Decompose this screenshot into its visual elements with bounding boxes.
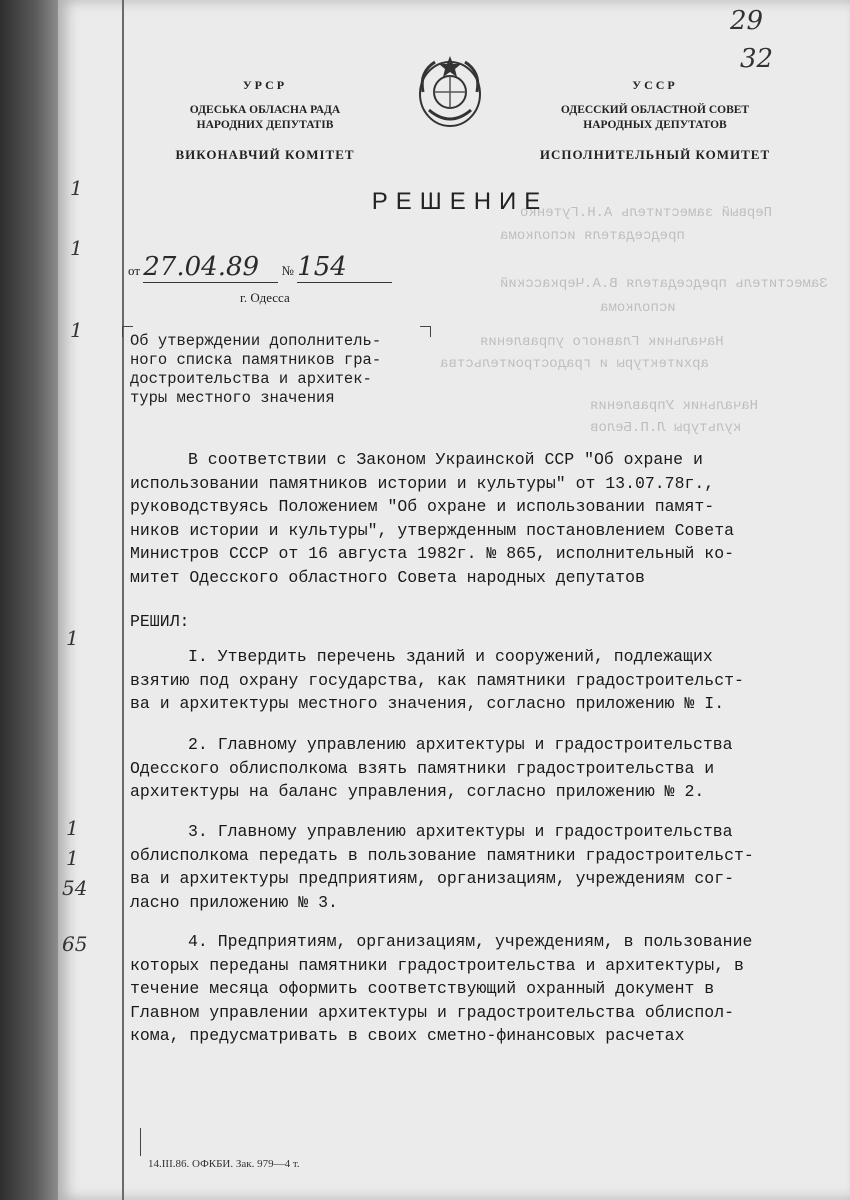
state-emblem-icon bbox=[415, 52, 485, 130]
binding-edge bbox=[0, 0, 64, 1200]
decision-number: 154 bbox=[297, 252, 392, 283]
text-line: I. Утвердить перечень зданий и сооружений, подлежащих bbox=[188, 647, 713, 666]
header-ukrainian bbox=[160, 78, 370, 163]
council-name bbox=[160, 103, 370, 133]
text-line: ва и архитектуры предприятиям, организациям, учреждениям сог- bbox=[130, 869, 734, 888]
print-footer: 14.III.86. ОФКБИ. Зак. 979—4 т. bbox=[148, 1158, 300, 1170]
text-line: 4. Предприятиям, организациям, учреждениям, в пользование bbox=[188, 932, 753, 951]
bleed-text: Начальник Управления bbox=[590, 398, 759, 414]
bleed-text: Первый заместитель А.Н.Гутенко bbox=[520, 205, 773, 221]
page-number-bottom: 32 bbox=[740, 44, 774, 74]
text-line: использовании памятников истории и культуры" от 13.07.78г., bbox=[130, 473, 715, 493]
date-line bbox=[128, 252, 392, 283]
subject-line: достроительства и архитек- bbox=[130, 370, 372, 388]
text-line: взятию под охрану государства, как памятники градостроительст- bbox=[130, 670, 744, 690]
council-line: НАРОДНИХ ДЕПУТАТІВ bbox=[196, 119, 334, 131]
city: г. Одесса bbox=[240, 290, 290, 305]
text-line: течение месяца оформить соответствующий охранный документ в bbox=[130, 979, 715, 998]
margin-mark: 1 bbox=[66, 816, 79, 840]
margin-mark: 54 bbox=[62, 876, 88, 900]
margin-mark: 1 bbox=[70, 176, 83, 200]
text-line: Одесского облисполкома взять памятники градостроительства и bbox=[130, 758, 715, 778]
text-line: Главном управлении архитектуры и градостроительства облиспол- bbox=[130, 1002, 734, 1022]
bleed-text: Заместитель председателя В.А.Черкасский bbox=[500, 276, 828, 292]
margin-mark: 1 bbox=[66, 626, 79, 650]
committee-name: ИСПОЛНИТЕЛЬНЫЙ КОМИТЕТ bbox=[539, 147, 771, 162]
margin-mark: 1 bbox=[70, 236, 83, 260]
margin-mark: 65 bbox=[62, 932, 88, 956]
subject-line: Об утверждении дополнитель- bbox=[130, 332, 382, 350]
text-line: руководствуясь Положением "Об охране и использовании памят- bbox=[130, 497, 715, 516]
decision-item-4 bbox=[130, 930, 810, 1048]
text-line: архитектуры на баланс управления, согласно приложению № 2. bbox=[130, 782, 705, 801]
text-line: ласно приложению № 3. bbox=[130, 892, 338, 912]
text-line: Министров СССР от 16 августа 1982г. № 865, исполнительный ко- bbox=[130, 544, 734, 563]
council-name bbox=[530, 103, 780, 133]
decision-item-3 bbox=[130, 820, 810, 914]
council-line: НАРОДНЫХ ДЕПУТАТОВ bbox=[583, 119, 727, 131]
header-russian bbox=[530, 78, 780, 163]
text-line: которых переданы памятники градостроительства и архитектуры, в bbox=[130, 955, 744, 975]
margin-mark: 1 bbox=[70, 318, 83, 342]
document-title: РЕШЕНИЕ bbox=[371, 188, 549, 215]
country-name: УССР bbox=[632, 78, 678, 92]
bleed-text: архитектуры и градостроительства bbox=[440, 356, 709, 372]
council-line: ОДЕССКИЙ ОБЛАСТНОЙ СОВЕТ bbox=[560, 104, 750, 116]
text-line: 2. Главному управлению архитектуры и градостроительства bbox=[188, 735, 733, 754]
text-line: ников истории и культуры", утвержденным постановлением Совета bbox=[130, 520, 734, 540]
margin-mark: 1 bbox=[66, 846, 79, 870]
page-number-top: 29 bbox=[730, 6, 764, 36]
decision-item-1 bbox=[130, 645, 810, 716]
bleed-text: Начальник Главного управления bbox=[480, 334, 724, 350]
preamble bbox=[130, 448, 810, 589]
text-line: В соответствии с Законом Украинской ССР "Об охране и bbox=[188, 450, 703, 469]
number-label: № bbox=[281, 263, 294, 278]
decision-subject bbox=[130, 332, 430, 408]
subject-line: туры местного значения bbox=[130, 389, 335, 407]
margin-rule bbox=[122, 0, 124, 1200]
committee-name: ВИКОНАВЧИЙ КОМІТЕТ bbox=[175, 147, 355, 162]
council-line: ОДЕСЬКА ОБЛАСНА РАДА bbox=[189, 104, 341, 116]
bleed-text: культуры Л.П.Белов bbox=[590, 420, 742, 436]
date-prefix: от bbox=[128, 263, 141, 278]
decision-item-2 bbox=[130, 733, 810, 804]
country-name: УРСР bbox=[242, 78, 288, 92]
text-line: ва и архитектуры местного значения, согласно приложению № I. bbox=[130, 694, 725, 713]
decision-date: 27.04.89 bbox=[143, 252, 278, 283]
subject-line: ного списка памятников гра- bbox=[130, 351, 382, 369]
decided-label: РЕШИЛ: bbox=[130, 612, 190, 631]
bleed-text: исполкома bbox=[600, 300, 676, 316]
bleed-text: председателя исполкома bbox=[500, 228, 685, 244]
text-line: митет Одесского областного Совета народных депутатов bbox=[130, 567, 645, 587]
text-line: 3. Главному управлению архитектуры и градостроительства bbox=[188, 822, 733, 841]
footer-rule bbox=[140, 1128, 149, 1156]
text-line: облисполкома передать в пользование памятники градостроительст- bbox=[130, 845, 754, 865]
text-line: кома, предусматривать в своих сметно-финансовых расчетах bbox=[130, 1026, 685, 1045]
